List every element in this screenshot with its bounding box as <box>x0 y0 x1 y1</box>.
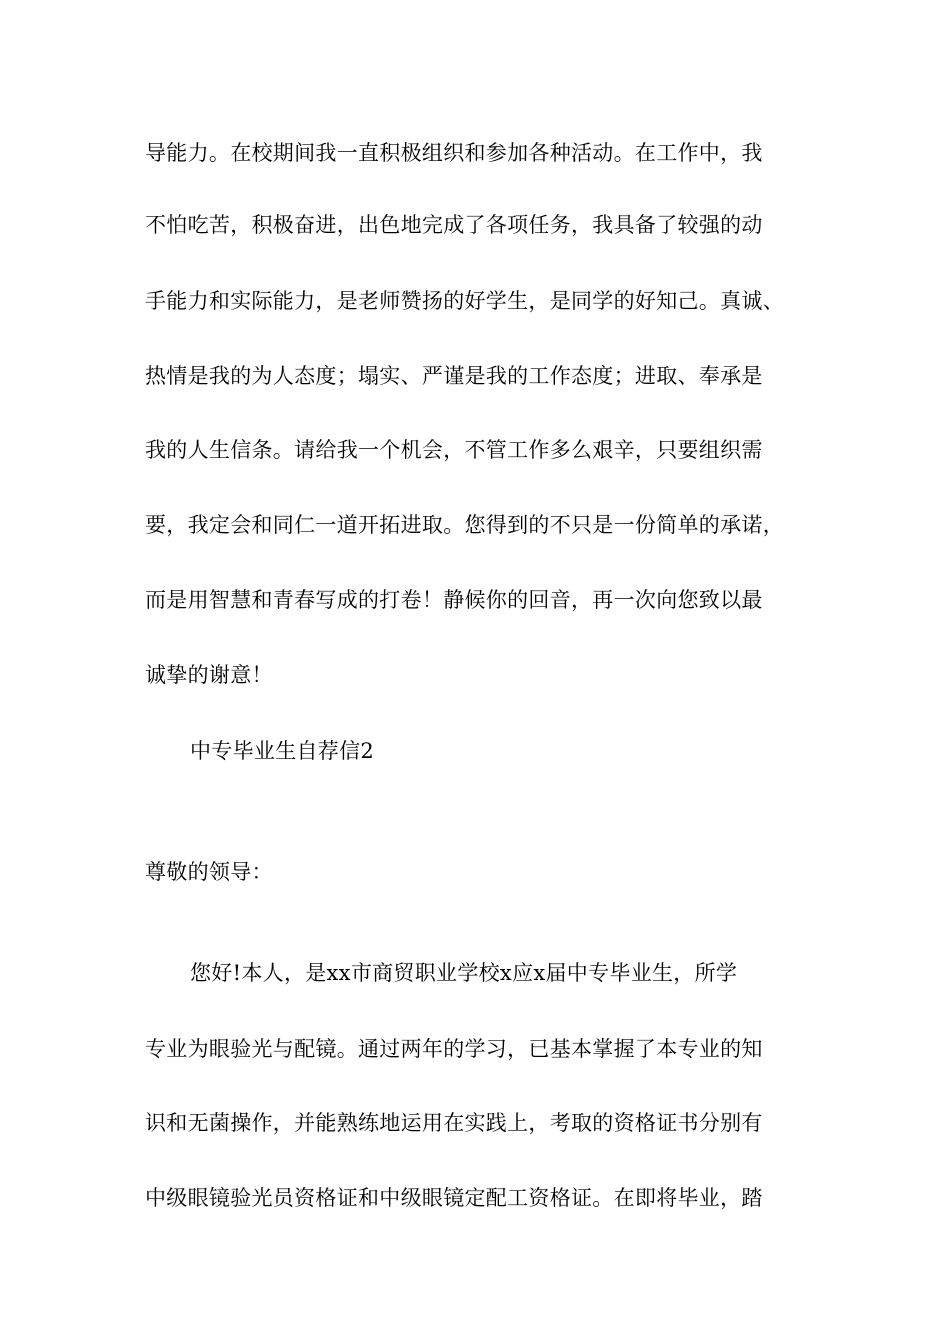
text-line: 导能力。在校期间我一直积极组织和参加各种活动。在工作中，我 <box>145 141 763 165</box>
text-line: 中级眼镜验光员资格证和中级眼镜定配工资格证。在即将毕业，踏 <box>145 1186 763 1210</box>
section-heading: 中专毕业生自荐信2 <box>190 739 375 763</box>
text-line: 手能力和实际能力，是老师赞扬的好学生，是同学的好知己。真诚、 <box>145 289 784 313</box>
text-line: 识和无菌操作，并能熟练地运用在实践上，考取的资格证书分别有 <box>145 1111 763 1135</box>
text-line: 要，我定会和同仁一道开拓进取。您得到的不只是一份简单的承诺， <box>145 513 784 537</box>
text-line: 而是用智慧和青春写成的打卷！静候你的回音，再一次向您致以最 <box>145 588 763 612</box>
text-line: 热情是我的为人态度；塌实、严谨是我的工作态度；进取、奉承是 <box>145 364 763 388</box>
text-line: 诚挚的谢意！ <box>145 663 273 687</box>
text-line: 专业为眼验光与配镜。通过两年的学习，已基本掌握了本专业的知 <box>145 1037 763 1061</box>
text-line: 不怕吃苦，积极奋进，出色地完成了各项任务，我具备了较强的动 <box>145 213 763 237</box>
text-line: 您好!本人，是xx市商贸职业学校x应x届中专毕业生，所学 <box>190 961 738 985</box>
text-line: 我的人生信条。请给我一个机会，不管工作多么艰辛，只要组织需 <box>145 438 763 462</box>
salutation: 尊敬的领导： <box>145 860 273 884</box>
